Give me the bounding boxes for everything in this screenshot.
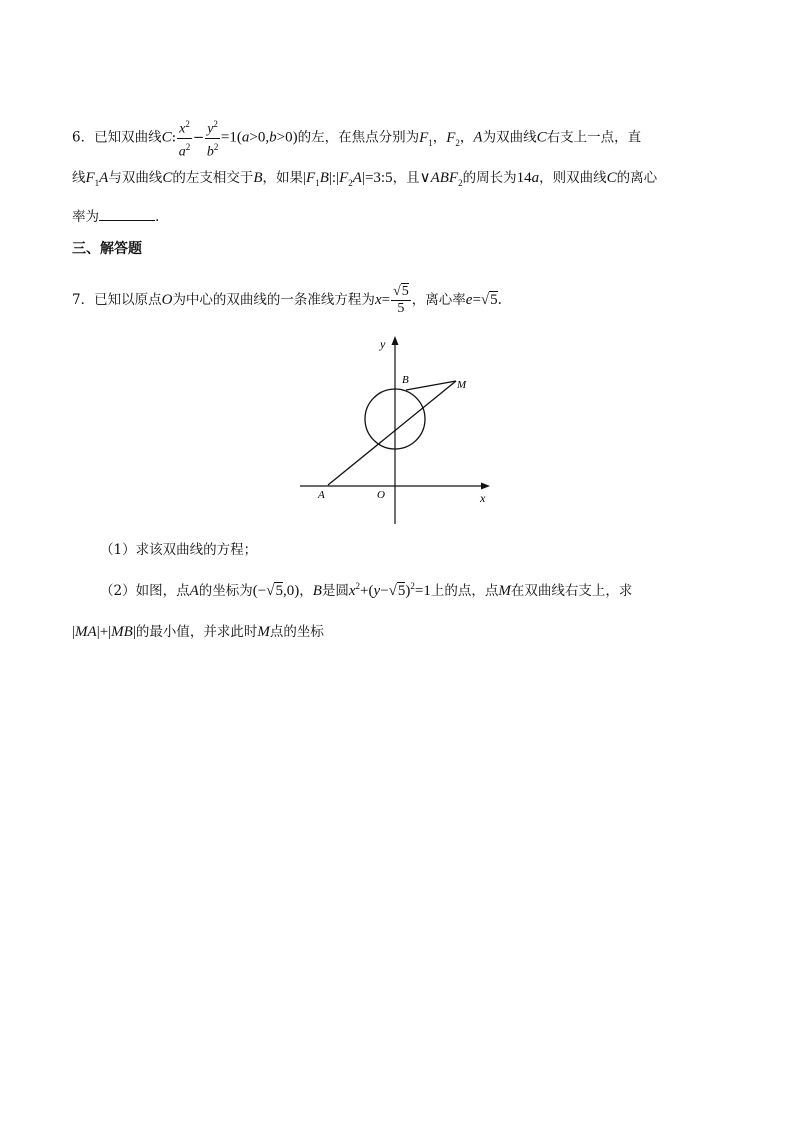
math-ma-mb: |MA|+|MB| bbox=[72, 624, 136, 640]
q6-line-2 bbox=[72, 168, 657, 193]
line-bm bbox=[406, 381, 456, 390]
label-b: B bbox=[402, 374, 409, 386]
math-m: M bbox=[498, 583, 511, 599]
q6-text-2: 的左，在焦点分别为 bbox=[297, 129, 420, 146]
math-o: O bbox=[161, 292, 173, 308]
label-m: M bbox=[457, 379, 467, 391]
math-condition: =1(a>0,b>0) bbox=[220, 129, 298, 146]
coordinate-figure bbox=[296, 334, 496, 530]
sub2-text-2: 的坐标为 bbox=[198, 583, 253, 599]
q6-text-5: 线 bbox=[72, 170, 86, 186]
q7-sub1 bbox=[100, 540, 257, 560]
math-triangle: $\vee ABF_2$ bbox=[419, 170, 463, 188]
math-b: B bbox=[253, 170, 263, 186]
math-frac-sqrt5-5: $\frac{√5}{5}$ bbox=[393, 284, 409, 316]
math-frac-x2-a2: $\frac{x^2}{a^2}$ bbox=[177, 116, 192, 160]
math-a: A bbox=[473, 129, 483, 146]
math-f1a: $F_1A$ bbox=[85, 170, 109, 188]
math-frac-y2-b2: $\frac{y^2}{b^2}$ bbox=[205, 116, 220, 160]
q6-text-8: ，如果 bbox=[262, 170, 304, 186]
sub2-text-7: 的最小值，并求此时 bbox=[135, 624, 258, 640]
answer-blank[interactable] bbox=[99, 206, 155, 221]
math-b: B bbox=[312, 583, 322, 599]
sub2-text-4: 是圆 bbox=[321, 583, 349, 599]
q7-sub2-line-1 bbox=[100, 576, 632, 601]
q6-line-3 bbox=[72, 206, 159, 227]
math-ratio: $|F_1B|:|F_2A|=3:5$ bbox=[303, 170, 393, 188]
q6-line-1: 6．已知双曲线C: $\frac{x^2}{a^2}$ − $\frac{y^2}{b^2}$ =1(a>0,b>0)的左，在焦点分别为$F_1$，$F_2$，A为双曲线C右支上一点，直 bbox=[72, 116, 641, 160]
q6-number: 6． bbox=[72, 129, 95, 146]
math-directrix: x bbox=[374, 292, 382, 308]
label-y: y bbox=[380, 337, 386, 351]
math-m: M bbox=[257, 624, 270, 640]
q6-text-10: 的周长为 bbox=[462, 170, 517, 186]
x-axis-arrow bbox=[481, 483, 490, 490]
q6-text-1: 已知双曲线 bbox=[94, 129, 162, 146]
q7-text-3: ，离心率 bbox=[411, 292, 466, 308]
math-c: C bbox=[536, 129, 547, 146]
q7-text-4: . bbox=[497, 292, 502, 308]
q7-text-1: 已知以原点 bbox=[94, 292, 162, 308]
q6-text-12: 的离心 bbox=[616, 170, 658, 186]
q6-text-7: 的左支相交于 bbox=[172, 170, 254, 186]
q6-text-9: ，且 bbox=[392, 170, 420, 186]
sub2-text-1: （2）如图，点 bbox=[100, 583, 190, 599]
sub2-text-6: 在双曲线右支上，求 bbox=[510, 583, 633, 599]
line-am bbox=[328, 381, 456, 485]
label-a: A bbox=[318, 489, 325, 501]
math-c: C bbox=[606, 170, 617, 186]
q7-text-2: 为中心的双曲线的一条准线方程为 bbox=[172, 292, 375, 308]
y-axis-arrow bbox=[392, 336, 399, 345]
math-f1: $F_1$ bbox=[419, 129, 433, 148]
math-14a: 14a bbox=[516, 170, 540, 186]
math-e: e bbox=[465, 292, 473, 308]
q6-text-3: 为双曲线 bbox=[482, 129, 537, 146]
label-x: x bbox=[480, 491, 486, 505]
q6-text-11: ，则双曲线 bbox=[539, 170, 607, 186]
sub2-text-5: 上的点，点 bbox=[430, 583, 499, 599]
label-o: O bbox=[377, 489, 385, 501]
q7-sub2-line-2 bbox=[72, 622, 324, 642]
math-f2: $F_2$ bbox=[446, 129, 460, 148]
q6-text-14: . bbox=[155, 209, 160, 225]
sub1-text: （1）求该双曲线的方程； bbox=[100, 542, 258, 558]
math-c: C bbox=[161, 129, 172, 146]
q7-number: 7． bbox=[72, 292, 95, 308]
math-coord-a: (−√5,0) bbox=[252, 583, 300, 599]
math-c: C bbox=[162, 170, 173, 186]
q6-text-13: 率为 bbox=[72, 209, 99, 225]
q7-line-1: 7．已知以原点O为中心的双曲线的一条准线方程为x= $\frac{√5}{5}$ ，离心率e=√5. bbox=[72, 284, 502, 316]
section-heading: 三、解答题 bbox=[72, 241, 142, 257]
math-a: A bbox=[189, 583, 199, 599]
sub2-text-8: 点的坐标 bbox=[269, 624, 324, 640]
q6-text-6: 与双曲线 bbox=[108, 170, 163, 186]
sub2-text-3: ， bbox=[299, 583, 313, 599]
q6-text-4: 右支上一点，直 bbox=[546, 129, 642, 146]
math-circle-eq: $x^2+(y-√5)^2=1$ bbox=[348, 581, 431, 599]
